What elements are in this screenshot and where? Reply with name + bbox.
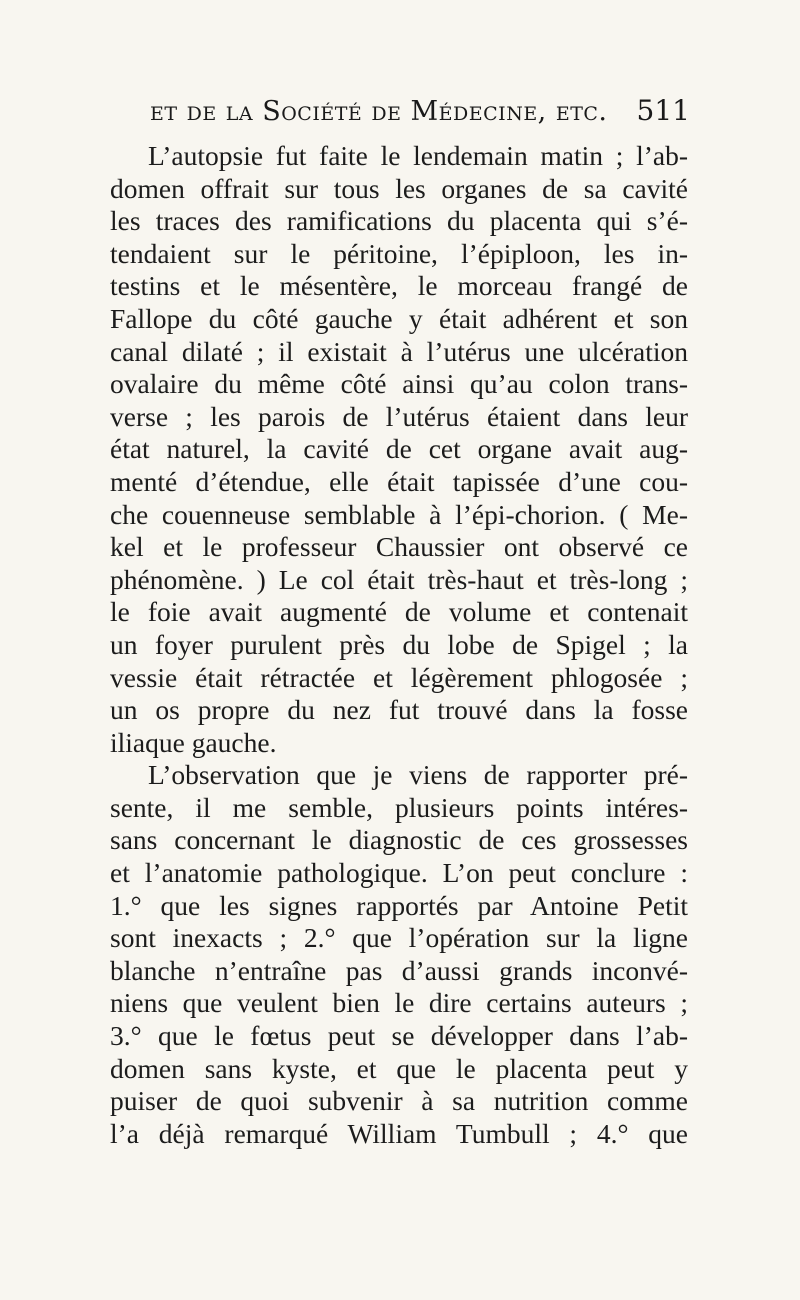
text-line: L’observation que je viens de rapporter pré-	[148, 759, 688, 791]
text-line: les traces des ramifications du placenta qui s’é-	[110, 205, 688, 237]
text-line: L’autopsie fut faite le lendemain matin ; l’ab-	[148, 140, 688, 171]
text-line: menté d’étendue, elle était tapissée d’une cou-	[110, 465, 688, 497]
text-line: sente, il me semble, plusieurs points intéres-	[110, 791, 688, 823]
text-line: canal dilaté ; il existait à l’utérus une ulcération	[110, 335, 688, 367]
text-line: kel et le professeur Chaussier ont observé ce	[110, 531, 688, 563]
text-line: et l’anatomie pathologique. L’on peut conclure :	[110, 857, 688, 889]
text-line: domen offrait sur tous les organes de sa cavité	[110, 172, 688, 204]
text-line: le foie avait augmenté de volume et contenait	[110, 596, 688, 628]
text-line: un foyer purulent près du lobe de Spigel ; la	[110, 628, 688, 660]
text-line: ovalaire du même côté ainsi qu’au colon trans-	[110, 368, 688, 400]
text-line: tendaient sur le péritoine, l’épiploon, les in-	[110, 237, 688, 269]
page-number: 511	[636, 94, 690, 127]
text-line: sans concernant le diagnostic de ces grossesses	[110, 824, 688, 856]
text-line: sont inexacts ; 2.° que l’opération sur la ligne	[110, 922, 688, 954]
text-line: état naturel, la cavité de cet organe avait aug-	[110, 433, 688, 465]
text-line: che couenneuse semblable à l’épi-chorion. ( Me-	[110, 498, 688, 530]
text-line: 3.° que le fœtus peut se développer dans l’ab-	[110, 1020, 688, 1052]
text-line: Fallope du côté gauche y était adhérent et son	[110, 302, 688, 334]
text-line: niens que veulent bien le dire certains auteurs ;	[110, 987, 688, 1019]
running-header	[150, 95, 690, 128]
text-line: un os propre du nez fut trouvé dans la fosse	[110, 694, 688, 726]
text-line: puiser de quoi subvenir à sa nutrition comme	[110, 1085, 688, 1117]
text-line: blanche n’entraîne pas d’aussi grands inconvé-	[110, 954, 688, 986]
text-line: iliaque gauche.	[110, 726, 277, 758]
text-line: verse ; les parois de l’utérus étaient dans leur	[110, 400, 688, 432]
text-line: testins et le mésentère, le morceau frangé de	[110, 270, 688, 302]
running-title: et de la Société de Médecine, etc.	[150, 96, 608, 127]
text-line: phénomène. ) Le col était très-haut et très-long ;	[110, 563, 688, 595]
text-line: l’a déjà remarqué William Tumbull ; 4.° que	[110, 1117, 688, 1149]
body-text	[110, 140, 688, 1150]
text-line: domen sans kyste, et que le placenta peut y	[110, 1052, 688, 1084]
text-line: 1.° que les signes rapportés par Antoine Petit	[110, 889, 688, 921]
text-line: vessie était rétractée et légèrement phlogosée ;	[110, 661, 688, 693]
